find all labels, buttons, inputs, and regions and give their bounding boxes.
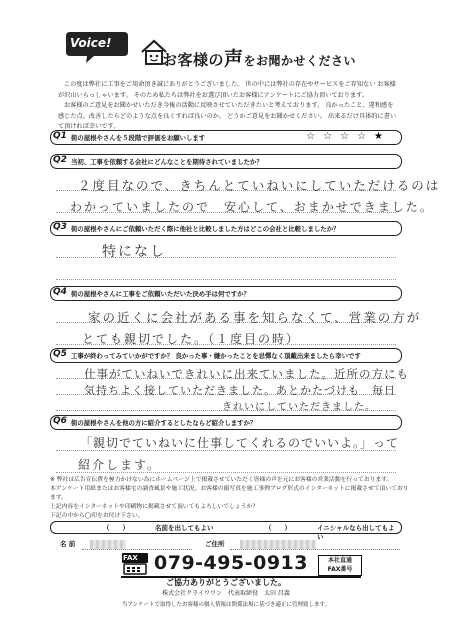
hq-label-line-2: FAX番号 [327,566,353,573]
answer-q5 [56,362,409,413]
star-3-icon: ☆ [340,131,358,142]
thanks-text: ご協力ありがとうございました。 [166,578,286,587]
company-name: 株式会社クライワワン 代表取締役 太田 昌義 [162,590,290,597]
star-1-icon: ☆ [306,131,324,142]
name-label: 名 前 [60,540,76,548]
star-2-icon: ☆ [323,131,341,142]
question-text: 街の屋根やさんを他の方に紹介するとしたならど紹介しますか？ [71,419,257,427]
consent-option-1-label: 名前を出してもよい [155,524,214,532]
star-4-icon: ☆ [357,131,375,142]
question-number: Q3 [53,222,67,232]
question-q2 [50,154,402,169]
question-text: 街の屋根やさんを５段階で評価をお願いします [71,134,206,142]
consent-options-bar [50,521,402,541]
question-number: Q5 [53,349,67,359]
fax-badge: FAX [123,554,138,562]
question-text: 当初、工事を依頼する会社にどんなことを期待されていましたか？ [71,158,263,166]
question-text: 街の屋根やさんにご依頼いただく際に他社と比較しました方はどこの会社と比較しましたか？ [71,225,340,233]
answer-q6 [56,430,400,479]
intro-paragraph: この度は弊社に工事をご用命頂き誠にありがとうございました。 世の中には弊社の存在やサービスをご存知ない お客様が沢山いらっしゃいます。 そのため私たちは弊社をお選び頂いたお客様にアンケートにご協力頂いております。 [58,81,396,99]
question-q3 [50,221,402,236]
question-number: Q4 [53,287,67,297]
star-5-icon: ★ [374,131,391,142]
note-line: 上記内容をインターネットや印刷物に掲載させて頂いてもよろしいでしょうか？ [50,504,259,510]
address-redacted [240,540,316,549]
note-line: 本アンケート用紙またはお客様宅の調査風景や施工状況、お客様の顔写真を施工事例ブログ形式のインターネットに掲載させて頂いております。 [50,486,409,501]
handwritten-answer: 家の近くに会社がある事を知らなくて、営業の方が [88,310,422,325]
question-number: Q1 [53,131,67,141]
intro-text [58,80,398,133]
hq-fax-label [318,555,362,576]
handwritten-answer: 特になし [102,244,166,260]
question-number: Q6 [53,416,67,426]
answer-q4 [56,302,422,351]
consent-option-1-checkbox[interactable]: （ ） [103,524,129,532]
answer-q2 [56,170,441,219]
question-q4 [50,286,402,301]
question-q5 [50,348,402,363]
name-redacted [90,540,126,549]
fax-number: 079-495-0913 [154,552,308,574]
consent-option-2-checkbox[interactable]: （ ） [265,524,291,532]
intro-paragraph: お客様のご意見をお聞かせいただき今後の活動に反映させていただきたいと考えております。 良かったこと、違和感を感じた点、改善したらどのような点を良くすれば良いのか、 どうかご意見をお聞かせください。 出来るだけ具体的に書いて頂ければ幸いです。 [58,102,397,130]
handwritten-answer: とても親切でした。（１度目の時） [82,332,301,346]
consent-option-2-label: イニシャルなら出してもよい [317,524,395,541]
question-q1 [50,130,402,145]
question-text: 街の屋根やさんに工事をご依頼いただいた決め手は何ですか？ [71,290,250,298]
address-field[interactable] [230,549,400,550]
voice-label: Voice! [70,36,112,50]
question-number: Q2 [53,155,67,165]
handwritten-answer: 紹介します。 [78,458,162,472]
page-title [162,44,356,71]
answer-q3 [56,237,396,286]
title-part-1: お客様の [162,51,225,69]
address-label: ご住所 [205,540,225,548]
hq-label-line-1: 本社直通 [327,557,352,564]
question-text: 工事が終わってみていかがですか？ 良かった事・嫌かったことを忌憚なく頂戴出来ましたら幸いです [71,352,361,360]
handwritten-answer: わかっていましたので 安心して、おまかせできました。 [70,200,434,214]
title-part-2: 声 [224,48,244,70]
privacy-notice: 当アンケートで取得したお客様の個人情報は関係法規に基づき適正に管理致します。 [121,602,331,608]
handwritten-answer: きれいにしていただきました。 [222,402,376,413]
star-rating [306,131,391,142]
handwritten-answer: 仕事がていねいできれいに出来ていました。近所の方にも [84,367,409,381]
handwritten-answer: 「親切でていねいに仕事してくれるのでいいよ。」って [80,436,400,450]
note-line: 下記の中から◯印をお付け下さい。 [50,513,144,519]
name-field[interactable] [82,549,192,550]
consent-notes [50,476,410,521]
note-line: ※ 弊社は広告宣伝費を極力かけない為にホームページ上で掲載させていただく皆様の声を元にお客様の営業活動を行っております。 [50,477,393,483]
handwritten-answer: 気持ちよく接していただきました。あとかたづけも 毎日 [84,384,396,397]
title-part-3: をお聞かせください [243,54,357,68]
question-q6 [50,415,402,430]
handwritten-answer: ２度目なので、きちんとていねいにしていただけるのは [78,178,441,193]
